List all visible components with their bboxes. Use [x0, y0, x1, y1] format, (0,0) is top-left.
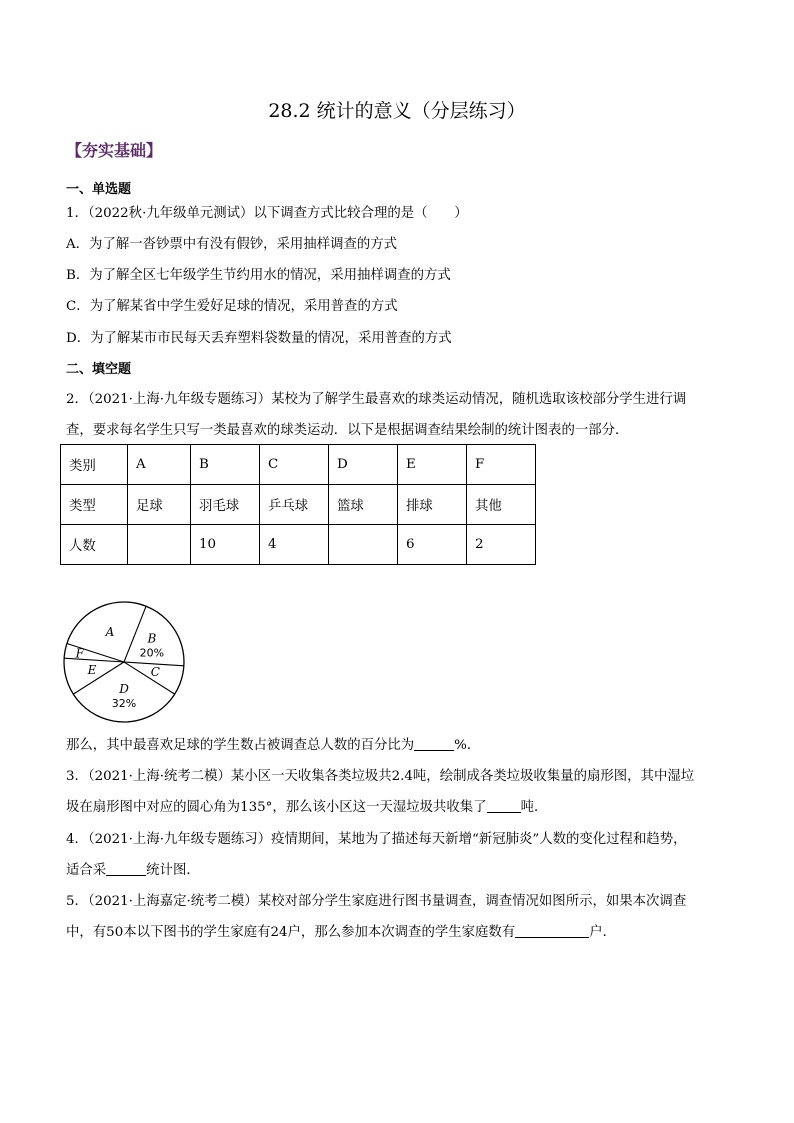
- question-2-answer-text: 那么，其中最喜欢足球的学生数占被调查总人数的百分比为: [66, 738, 415, 753]
- table-cell: 羽毛球: [191, 485, 260, 525]
- pie-slice-percent-D: 32%: [111, 697, 137, 710]
- question-1-option-b: B．为了解全区七年级学生节约用水的情况，采用抽样调查的方式: [66, 268, 451, 283]
- question-3-suffix: 吨．: [520, 800, 548, 815]
- table-cell: [329, 525, 398, 565]
- data-table: [60, 444, 536, 565]
- table-cell: 乒乓球: [260, 485, 329, 525]
- table-cell: A: [128, 445, 191, 485]
- table-cell: E: [398, 445, 467, 485]
- table-cell: 其他: [467, 485, 536, 525]
- question-1-option-d: D．为了解某市市民每天丢弃塑料袋数量的情况，采用普查的方式: [66, 331, 452, 346]
- part-heading-fill-in: 二、填空题: [66, 362, 132, 377]
- answer-blank[interactable]: [414, 736, 454, 751]
- table-cell: F: [467, 445, 536, 485]
- pie-slice-label-E: E: [87, 663, 97, 678]
- table-row: [61, 525, 536, 565]
- table-cell: 人数: [61, 525, 128, 565]
- question-4-suffix: 统计图．: [146, 863, 200, 878]
- table-cell: 足球: [128, 485, 191, 525]
- part-heading-single-choice: 一、单选题: [66, 182, 132, 197]
- question-3-text: 圾在扇形图中对应的圆心角为135°，那么该小区这一天湿垃圾共收集了: [66, 800, 487, 815]
- pie-slice-label-F: F: [75, 646, 84, 661]
- question-5-suffix: 户．: [589, 925, 616, 940]
- answer-blank[interactable]: [515, 923, 589, 938]
- section-heading: 【夯实基础】: [66, 141, 163, 160]
- pie-slice-label-C: C: [150, 665, 160, 680]
- table-cell: 排球: [398, 485, 467, 525]
- answer-blank[interactable]: [106, 861, 146, 876]
- table-row: [61, 445, 536, 485]
- question-3-line-1: 3．（2021·上海·统考二模）某小区一天收集各类垃圾共2.4吨，绘制成各类垃圾收集量的扇形图，其中湿垃: [66, 769, 695, 784]
- question-1-option-a: A．为了解一沓钞票中有没有假钞，采用抽样调查的方式: [66, 237, 398, 252]
- question-5-line-2: [66, 921, 616, 940]
- pie-slice-label-D: D: [119, 682, 129, 696]
- table-cell: 类型: [61, 485, 128, 525]
- question-5-text: 中，有50本以下图书的学生家庭有24户，那么参加本次调查的学生家庭数有: [66, 925, 516, 940]
- pie-slice-percent-B: 20%: [139, 646, 165, 660]
- table-cell: 10: [191, 525, 260, 565]
- question-1-stem: 1．（2022秋·九年级单元测试）以下调查方式比较合理的是（ ）: [66, 206, 468, 221]
- table-cell: 类别: [61, 445, 128, 485]
- table-cell: B: [191, 445, 260, 485]
- table-cell: 篮球: [329, 485, 398, 525]
- question-2-answer-line: [66, 734, 480, 753]
- table-cell: 6: [398, 525, 467, 565]
- pie-slice-label-B: B: [147, 631, 157, 646]
- question-2-line-2: 查，要求每名学生只写一类最喜欢的球类运动．以下是根据调查结果绘制的统计图表的一部分．: [66, 423, 629, 438]
- table-cell: 2: [467, 525, 536, 565]
- table-cell: D: [329, 445, 398, 485]
- table-cell: C: [260, 445, 329, 485]
- question-1-option-c: C．为了解某省中学生爱好足球的情况，采用普查的方式: [66, 299, 398, 314]
- question-4-line-2: [66, 859, 200, 878]
- question-2-answer-suffix: %．: [454, 738, 481, 753]
- question-4-text: 适合采: [66, 863, 107, 878]
- question-3-line-2: [66, 796, 547, 815]
- question-2-line-1: 2．（2021·上海·九年级专题练习）某校为了解学生最喜欢的球类运动情况，随机选取该校部分学生进行调: [66, 392, 687, 407]
- pie-slice-label-A: A: [105, 625, 115, 640]
- answer-blank[interactable]: [487, 798, 521, 813]
- table-cell: [128, 525, 191, 565]
- page-title: 28.2 统计的意义（分层练习）: [268, 100, 526, 122]
- pie-chart: [60, 596, 190, 728]
- table-row: [61, 485, 536, 525]
- question-4-line-1: 4．（2021·上海·九年级专题练习）疫情期间，某地为了描述每天新增“新冠肺炎”人数的变化过程和趋势，: [66, 832, 687, 847]
- table-cell: 4: [260, 525, 329, 565]
- question-5-line-1: 5．（2021·上海嘉定·统考二模）某校对部分学生家庭进行图书量调查，调查情况如图所示，如果本次调查: [66, 894, 687, 909]
